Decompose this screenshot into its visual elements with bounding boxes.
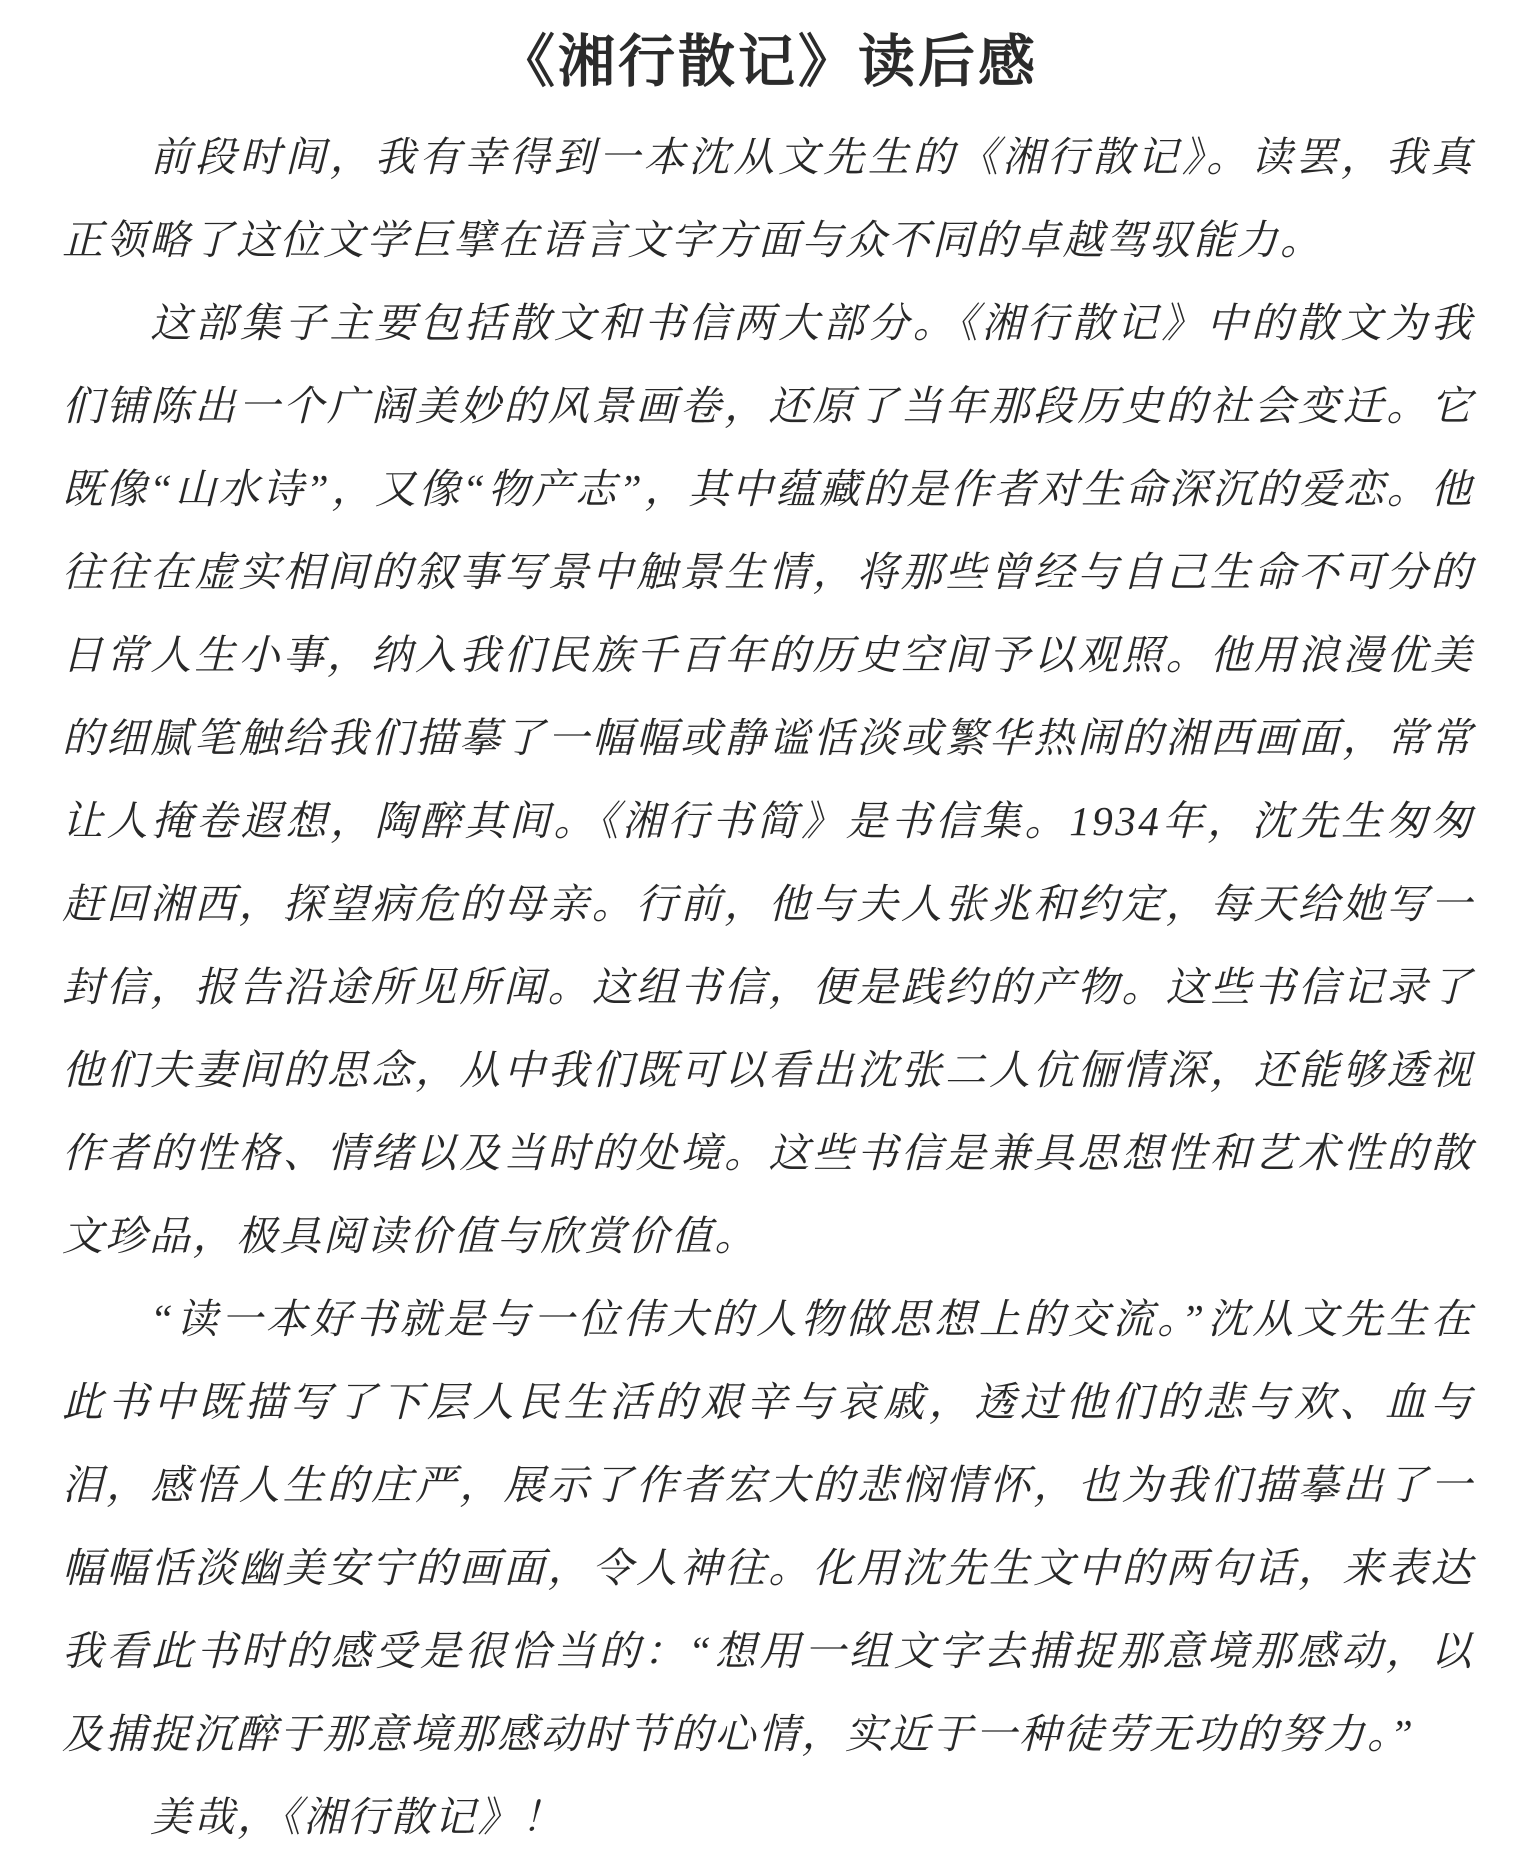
paragraph-reflection: “读一本好书就是与一位伟大的人物做思想上的交流。”沈从文先生在此书中既描写了下层人民生活的艰辛与哀戚，透过他们的悲与欢、血与泪，感悟人生的庄严，展示了作者宏大的悲悯情怀，也为我们描摹出了一幅幅恬淡幽美安宁的画面，令人神往。化用沈先生文中的两句话，来表达我看此书时的感受是很恰当的：“想用一组文字去捕捉那意境那感动，以及捕捉沉醉于那意境那感动时节的心情，实近于一种徒劳无功的努力。” [62,1296,1474,1758]
document-title: 《湘行散记》读后感 [498,30,1038,94]
paragraph-intro: 前段时间，我有幸得到一本沈从文先生的《湘行散记》。读罢，我真正领略了这位文学巨擘在语言文字方面与众不同的卓越驾驭能力。 [62,134,1474,264]
paragraph-body-contents: 这部集子主要包括散文和书信两大部分。《湘行散记》中的散文为我们铺陈出一个广阔美妙的风景画卷，还原了当年那段历史的社会变迁。它既像“山水诗”，又像“物产志”，其中蕴藏的是作者对生命深沉的爱恋。他往往在虚实相间的叙事写景中触景生情，将那些曾经与自己生命不可分的日常人生小事，纳入我们民族千百年的历史空间予以观照。他用浪漫优美的细腻笔触给我们描摹了一幅幅或静谧恬淡或繁华热闹的湘西画面，常常让人掩卷遐想，陶醉其间。《湘行书简》是书信集。1934年，沈先生匆匆赶回湘西，探望病危的母亲。行前，他与夫人张兆和约定，每天给她写一封信，报告沿途所见所闻。这组书信，便是践约的产物。这些书信记录了他们夫妻间的思念，从中我们既可以看出沈张二人伉俪情深，还能够透视作者的性格、情绪以及当时的处境。这些书信是兼具思想性和艺术性的散文珍品，极具阅读价值与欣赏价值。 [62,300,1474,1260]
paragraph-closing: 美哉，《湘行散记》！ [150,1794,565,1841]
